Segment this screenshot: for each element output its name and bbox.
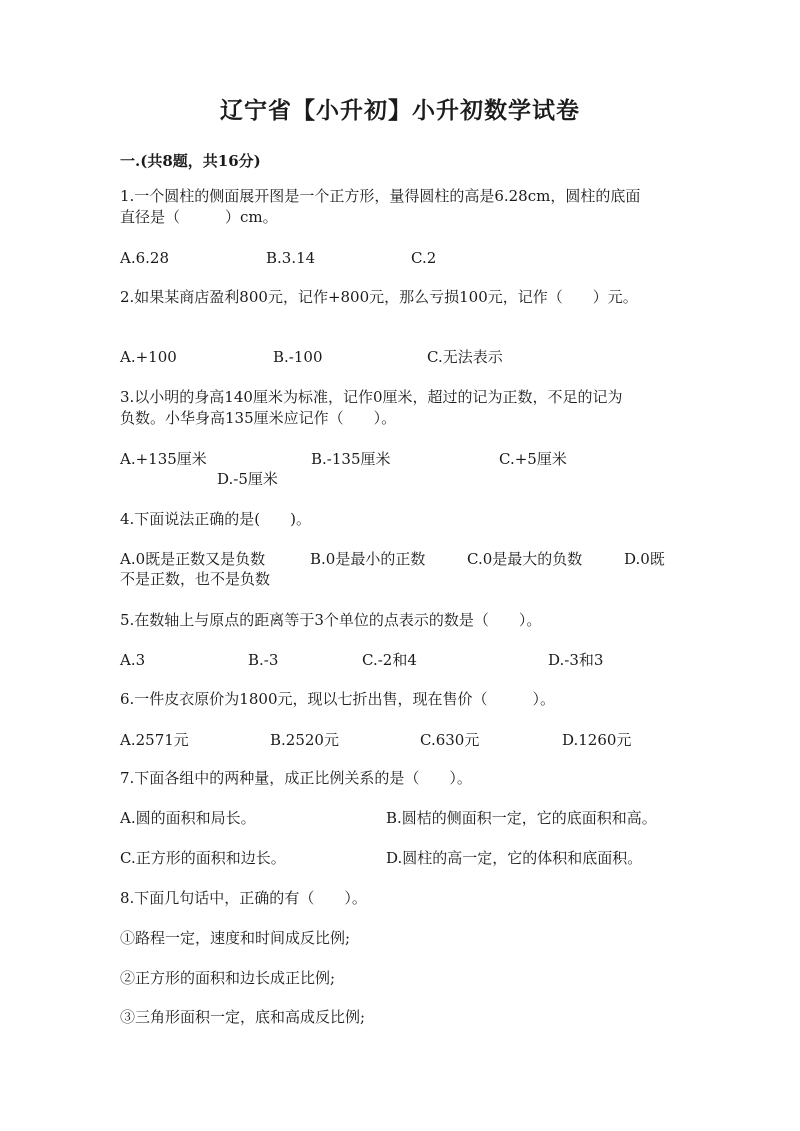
question-2-option-b: B.-100 [273,348,323,366]
question-7-option-c: C.正方形的面积和边长。 [120,849,286,867]
question-5-option-a: A.3 [120,651,146,669]
question-1-option-a: A.6.28 [120,249,169,267]
page-title: 辽宁省【小升初】小升初数学试卷 [220,97,580,124]
question-6-option-b: B.2520元 [270,731,339,749]
question-8-statement-3: ③三角形面积一定，底和高成反比例; [120,1008,366,1026]
question-5-option-c: C.-2和4 [362,651,417,669]
question-3-option-b: B.-135厘米 [311,450,391,468]
question-1-text-line-1: 1.一个圆柱的侧面展开图是一个正方形，量得圆柱的高是6.28cm，圆柱的底面 [120,187,641,205]
question-1-text-line-2: 直径是（ ）cm。 [120,208,278,226]
question-8-statement-1: ①路程一定，速度和时间成反比例; [120,929,351,947]
question-6-option-a: A.2571元 [120,731,189,749]
section-heading: 一.(共8题，共16分) [120,152,261,170]
question-4-text-line-1: 4.下面说法正确的是( )。 [120,510,312,528]
question-4-option-b: B.0是最小的正数 [310,550,426,568]
question-4-option-a: A.0既是正数又是负数 [120,550,266,568]
question-6-option-d: D.1260元 [562,731,632,749]
question-6-option-c: C.630元 [420,731,480,749]
question-8-statement-2: ②正方形的面积和边长成正比例; [120,969,336,987]
question-2-option-a: A.+100 [120,348,177,366]
question-5-option-b: B.-3 [248,651,279,669]
question-7-option-b: B.圆桔的侧面积一定，它的底面积和高。 [386,809,657,827]
question-3-text-line-1: 3.以小明的身高140厘米为标准，记作0厘米，超过的记为正数，不足的记为 [120,388,623,406]
question-3-text-line-2: 负数。小华身高135厘米应记作（ ）。 [120,409,397,427]
question-4-option-d-continued: 不是正数，也不是负数 [120,570,271,588]
question-1-option-c: C.2 [411,249,437,267]
question-3-option-d: D.-5厘米 [217,470,278,488]
question-2-option-c: C.无法表示 [427,348,503,366]
question-2-text-line-1: 2.如果某商店盈利800元，记作+800元，那么亏损100元，记作（ ）元。 [120,288,638,306]
question-4-option-c: C.0是最大的负数 [467,550,583,568]
question-6-text-line-1: 6.一件皮衣原价为1800元，现以七折出售，现在售价（ ）。 [120,690,555,708]
question-7-option-a: A.圆的面积和局长。 [120,809,256,827]
question-1-option-b: B.3.14 [266,249,316,267]
question-4-option-d: D.0既 [624,550,665,568]
question-5-text-line-1: 5.在数轴上与原点的距离等于3个单位的点表示的数是（ ）。 [120,611,542,629]
question-3-option-c: C.+5厘米 [499,450,567,468]
question-7-option-d: D.圆柱的高一定，它的体积和底面积。 [386,849,643,867]
question-7-text-line-1: 7.下面各组中的两种量，成正比例关系的是（ ）。 [120,769,472,787]
question-3-option-a: A.+135厘米 [120,450,207,468]
question-5-option-d: D.-3和3 [548,651,604,669]
question-8-text-line-1: 8.下面几句话中，正确的有（ ）。 [120,889,367,907]
